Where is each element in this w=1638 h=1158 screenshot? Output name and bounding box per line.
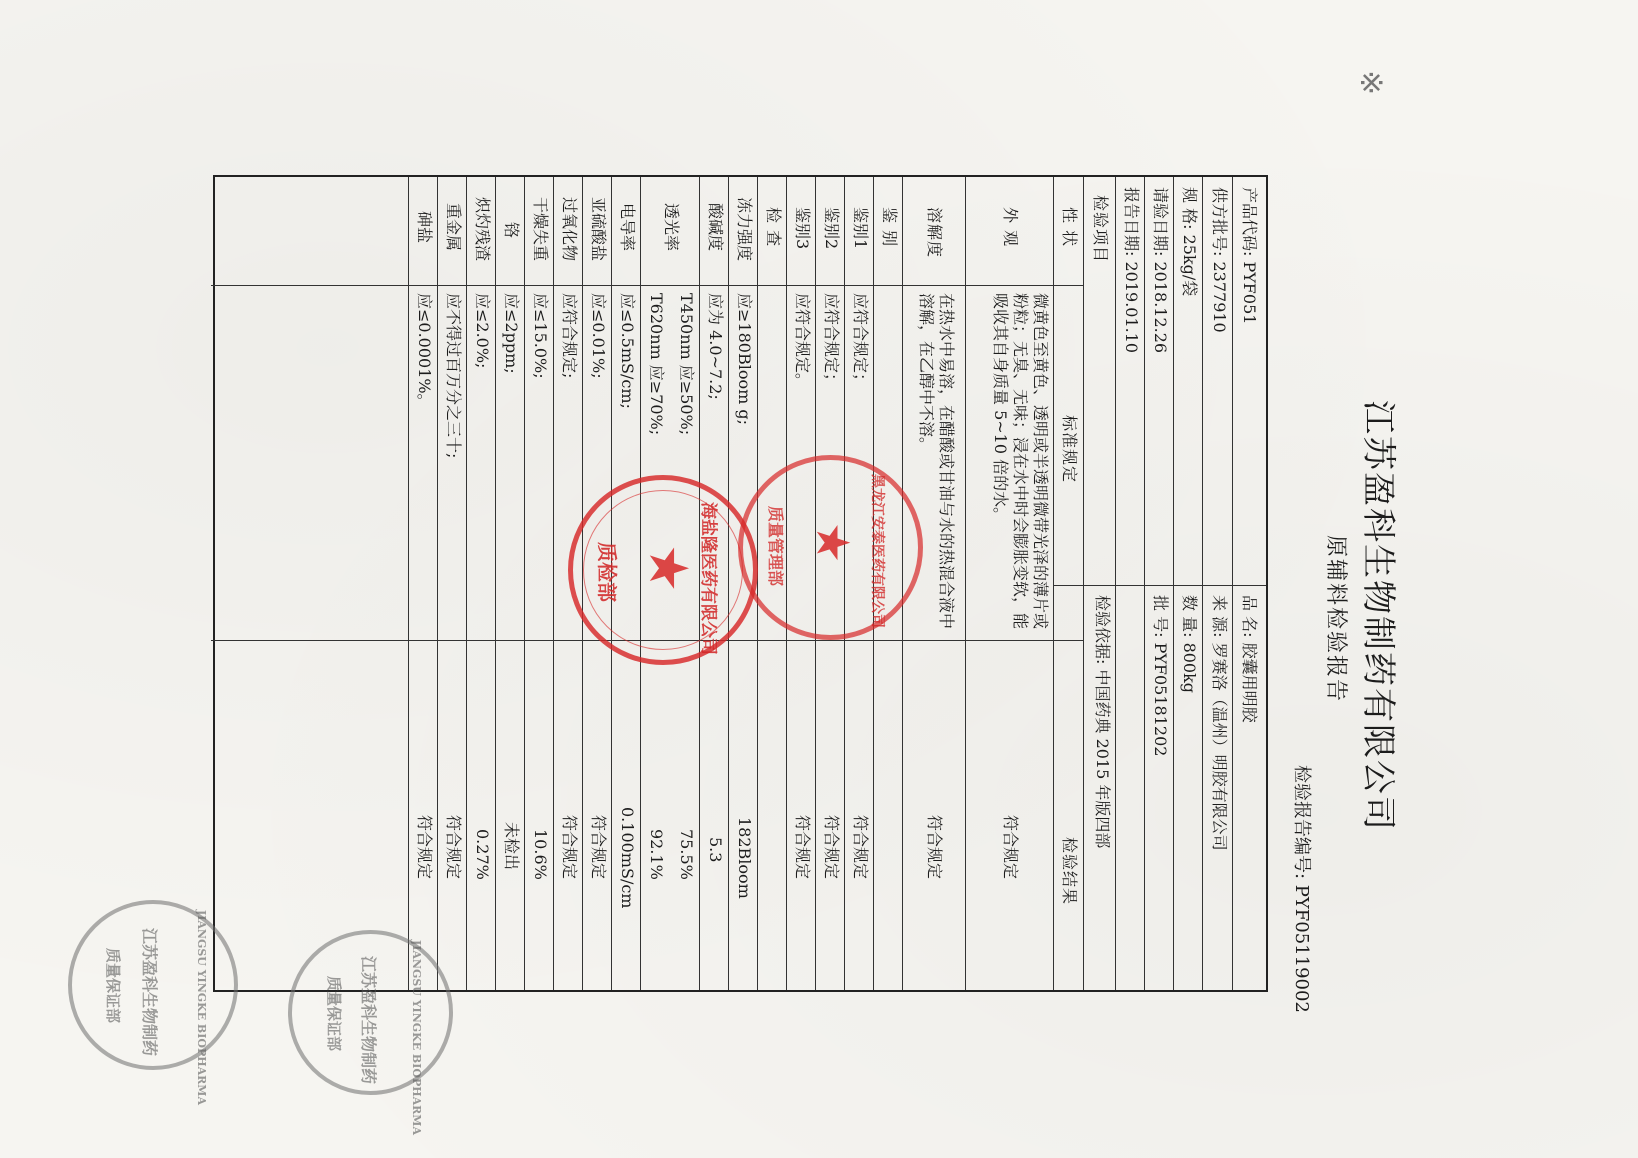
std-suanjian: 应为 4.0~7.2;: [706, 293, 725, 400]
red-stamp-1-sub: 质检部: [595, 542, 619, 602]
grey-stamp-2-sub: 江苏盈科生物制药: [359, 956, 378, 1085]
res-zhongjin: 符合规定: [444, 815, 463, 880]
supplier-batch: 供方批号: 2377910: [1210, 187, 1229, 333]
item-zhizhuo: 炽灼残渣: [473, 197, 492, 262]
product-name: 品 名: 胶囊用明胶: [1240, 595, 1259, 723]
row-line: [1232, 177, 1233, 990]
star-icon: ★: [637, 544, 700, 593]
std-guoyang: 应符合规定;: [560, 293, 579, 379]
red-stamp-heilongjiang: [738, 455, 923, 640]
item-ge: 铬: [502, 222, 521, 239]
res-zhizhuo: 0.27%: [473, 829, 492, 880]
row-line: [553, 177, 554, 990]
grey-stamp-2: [288, 930, 453, 1135]
column-divider: [211, 285, 1084, 286]
row-line: [408, 177, 409, 990]
column-divider: [1054, 585, 1266, 586]
std-dongli: 应≥180Bloom g;: [735, 293, 754, 425]
row-line: [1053, 177, 1054, 990]
res-touguang-450: 75.5%: [677, 829, 696, 880]
grey-stamp-2-dept: 质量保证部: [325, 976, 343, 1052]
row-line: [965, 177, 966, 990]
std-zhongjin: 应不得过百万分之三十;: [444, 293, 463, 459]
res-touguang-620: 92.1%: [647, 829, 666, 880]
red-stamp-2-text: 黑龙江安泰医药有限公司: [869, 474, 885, 628]
item-dongli: 冻力强度: [735, 197, 754, 262]
res-waiguan: 符合规定: [1001, 815, 1020, 880]
inspection-basis: 检验依据: 中国药典 2015 年版四部: [1093, 595, 1112, 849]
row-line: [1115, 177, 1116, 990]
std-jb1: 应符合规定；: [851, 293, 870, 390]
grey-stamp-1-text: JIANGSU YINGKE BIOPHARMA: [195, 910, 208, 1105]
request-date: 请验日期: 2018.12.26: [1151, 187, 1170, 354]
corner-mark: ※: [1353, 70, 1388, 96]
row-line: [495, 177, 496, 990]
item-rongjiedu: 溶解度: [925, 207, 944, 259]
header-result: 检验结果: [1060, 837, 1079, 906]
std-ge: 应≤2ppm;: [502, 293, 521, 374]
item-guoyang: 过氧化物: [560, 197, 579, 262]
row-line: [437, 177, 438, 990]
row-line: [1083, 177, 1084, 990]
item-jiancha: 检 查: [764, 207, 783, 248]
star-icon: ★: [806, 522, 860, 564]
grey-stamp-1-sub: 江苏盈科生物制药: [140, 928, 159, 1057]
company-name: 江苏盈科生物制药有限公司: [1358, 400, 1398, 832]
red-stamp-2-sub: 质量管理部: [766, 506, 785, 587]
std-jb2: 应符合规定；: [822, 293, 841, 390]
spec: 规 格: 25kg/袋: [1180, 187, 1199, 297]
res-diandao: 0.100mS/cm: [618, 807, 637, 909]
std-rongjiedu: 在热水中易溶，在醋酸或甘油与水的热混合液中溶解，在乙醇中不溶。: [917, 293, 956, 630]
item-yaliu: 亚硫酸盐: [589, 197, 608, 262]
std-diandao: 应≤0.5mS/cm;: [618, 293, 637, 409]
item-suanjian: 酸碱度: [706, 203, 725, 252]
std-jb3: 应符合规定。: [793, 293, 812, 390]
item-waiguan: 外 观: [1001, 207, 1020, 248]
item-shen: 砷盐: [415, 211, 434, 244]
res-ganzao: 10.6%: [531, 829, 550, 880]
res-yaliu: 符合规定: [589, 815, 608, 880]
item-ganzao: 干燥失重: [531, 197, 550, 262]
std-ganzao: 应≤15.0%;: [531, 293, 550, 379]
res-guoyang: 符合规定: [560, 815, 579, 880]
row-line: [524, 177, 525, 990]
std-touguang-450: T450nm 应≥50%;: [677, 293, 696, 436]
res-jb2: 符合规定: [822, 815, 841, 880]
res-dongli: 182Bloom: [735, 817, 754, 899]
item-zhongjin: 重金属: [444, 203, 463, 252]
std-touguang-620: T620nm 应≥70%;: [647, 293, 666, 436]
item-jb2: 鉴别2: [822, 207, 841, 250]
res-jb3: 符合规定: [793, 815, 812, 880]
report-date: 报告日期: 2019.01.10: [1122, 187, 1141, 354]
std-yaliu: 应≤0.01%;: [589, 293, 608, 379]
res-shen: 符合规定: [415, 815, 434, 880]
item-touguang: 透光率: [662, 203, 681, 252]
std-shen: 应≤0.0001%。: [415, 293, 434, 410]
item-jb3: 鉴别3: [793, 207, 812, 250]
header-standard: 标准规定: [1060, 415, 1079, 484]
batch-number: 批 号: PYF05181202: [1151, 595, 1170, 757]
row-line: [1144, 177, 1145, 990]
row-line: [1173, 177, 1174, 990]
red-stamp-1-text: 海盐隆医药有限公司: [698, 502, 718, 655]
header-item: 检验项目: [1091, 195, 1110, 264]
item-jianbie: 鉴 别: [880, 207, 899, 248]
source: 来 源: 罗赛洛（温州）明胶有限公司: [1210, 595, 1229, 851]
item-diandao: 电导率: [618, 203, 637, 252]
grey-stamp-2-text: JIANGSU YINGKE BIOPHARMA: [410, 940, 423, 1135]
std-waiguan: 微黄色至黄色、透明或半透明微带光泽的薄片或粉粒；无臭、无味；浸在水中时会膨胀变软，能吸收其自身质量 5~10 倍的水。: [991, 293, 1050, 630]
res-jb1: 符合规定: [851, 815, 870, 880]
row-line: [466, 177, 467, 990]
grey-stamp-1-dept: 质量保证部: [104, 948, 122, 1024]
item-jb1: 鉴别1: [851, 207, 870, 250]
res-ge: 未检出: [502, 822, 521, 871]
res-suanjian: 5.3: [706, 837, 725, 863]
report-number: 检验报告编号: PYF05119002: [1291, 765, 1312, 1013]
res-rongjiedu: 符合规定: [925, 815, 944, 880]
item-xingzhuang: 性 状: [1060, 207, 1079, 248]
report-title: 原辅料检验报告: [1323, 535, 1348, 704]
red-stamp-quality: [568, 475, 758, 665]
row-line: [1202, 177, 1203, 990]
product-code: 产品代码: PYF051: [1240, 187, 1259, 325]
quantity: 数 量: 800kg: [1180, 595, 1199, 694]
std-zhizhuo: 应≤2.0%;: [473, 293, 492, 369]
grey-stamp-1: [68, 900, 238, 1105]
